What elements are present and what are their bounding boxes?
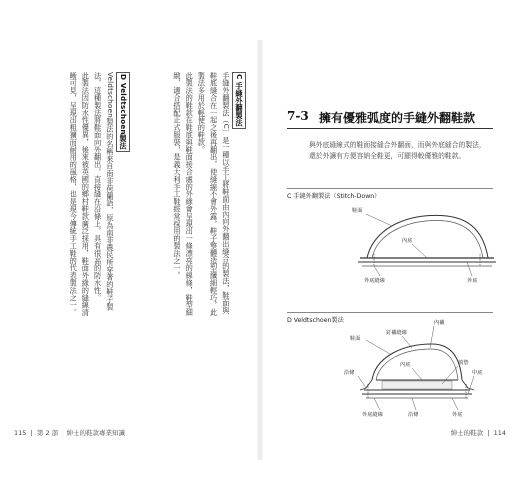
- body-text-d2: 此製法因防水性優異，後來被英國的鄉村鞋款廣泛採用，鞋面外緣的縫線清晰可見，呈現出粗獷而耐用的風格，也是現今傳統手工鞋的代表製法之一。: [69, 72, 91, 317]
- figure-c-rule: [287, 188, 493, 189]
- body-text-c2: 此製法的鞋款在鞋底與鞋面接合處的外緣會呈現出一條漂亮的線條，鞋型細緻，適合搭配正式服裝，是義大利手工鞋經常採用的製法之一。: [172, 72, 195, 317]
- callout-c-stitch: 外底縫線: [364, 278, 385, 284]
- left-footer-page: 115: [14, 429, 27, 437]
- left-text-block-c: [128, 72, 246, 320]
- callout-c-insole: 內底: [402, 238, 413, 244]
- callout-d-welt-left: 沿條: [344, 370, 355, 376]
- left-text-block-d: [14, 72, 130, 320]
- chapter-number: 7-3: [287, 109, 309, 123]
- left-page: [0, 0, 258, 500]
- figure-d-rule: [287, 312, 493, 313]
- callout-d-outsole-stitch: 外底縫線: [362, 412, 383, 418]
- body-text-c1: 手縫外翻製法（C〕是一種以手工將鞋面由內向外翻出縫合的製法，鞋面與鞋底縫合在一起之後再翻出，使縫線不會外露，鞋子整體造型纖細輕巧，此製法多用於輕便的鞋款。: [197, 72, 231, 317]
- callout-c-outsole: 外底: [467, 278, 478, 284]
- right-footer: 紳士的鞋款 | 114: [450, 429, 506, 437]
- callout-d-welt: 沿條: [408, 412, 419, 418]
- callout-d-insole: 內底: [400, 362, 411, 368]
- left-footer: 115 | 第 2 部 紳士的鞋款專業知識: [14, 429, 125, 437]
- left-footer-chapter: 第 2 部: [36, 429, 59, 437]
- callout-c-upper: 鞋面: [352, 208, 363, 214]
- callout-d-midsole: 中底: [472, 370, 483, 376]
- section-heading-c: C 手縫外翻製法: [232, 72, 246, 129]
- callout-d-upper: 鞋面: [350, 336, 361, 342]
- figure-c-label: C 手縫外翻製法（Stitch-Down）: [287, 193, 381, 200]
- callout-d-filler: 填墊: [458, 360, 469, 366]
- right-footer-title: 紳士的鞋款: [450, 429, 484, 437]
- chapter-title: [287, 107, 493, 129]
- callout-d-lining: 內襯: [434, 320, 445, 326]
- figure-c-diagram: [262, 196, 520, 306]
- chapter-heading: 擁有優雅弧度的手縫外翻鞋款: [319, 111, 476, 125]
- left-footer-title: 紳士的鞋款專業知識: [66, 429, 125, 437]
- section-heading-d: D Veldtschoen製法: [116, 72, 130, 152]
- figure-d-diagram: [262, 318, 520, 428]
- figure-d-label: D Veldtschoen製法: [287, 317, 344, 324]
- chapter-intro: 與外底縫線式的鞋面接縫合外翻面，而與外底縫合的製法，還於外讓有方便容納全鞋更，可顯得較優雅的鞋款。: [309, 141, 486, 160]
- right-footer-page: 114: [493, 429, 506, 437]
- callout-d-lasting-stitch: 釘襯縫線: [386, 330, 407, 336]
- right-page: [262, 0, 520, 500]
- body-text-d1: Veldtschoen製法的名稱來自南非荷蘭語，原為南非農民所穿著的鞋子製法，這種製法將鞋面向外翻出，直接縫在沿條上，具有很高的防水性。: [93, 72, 115, 311]
- callout-d-outsole: 外底: [452, 412, 463, 418]
